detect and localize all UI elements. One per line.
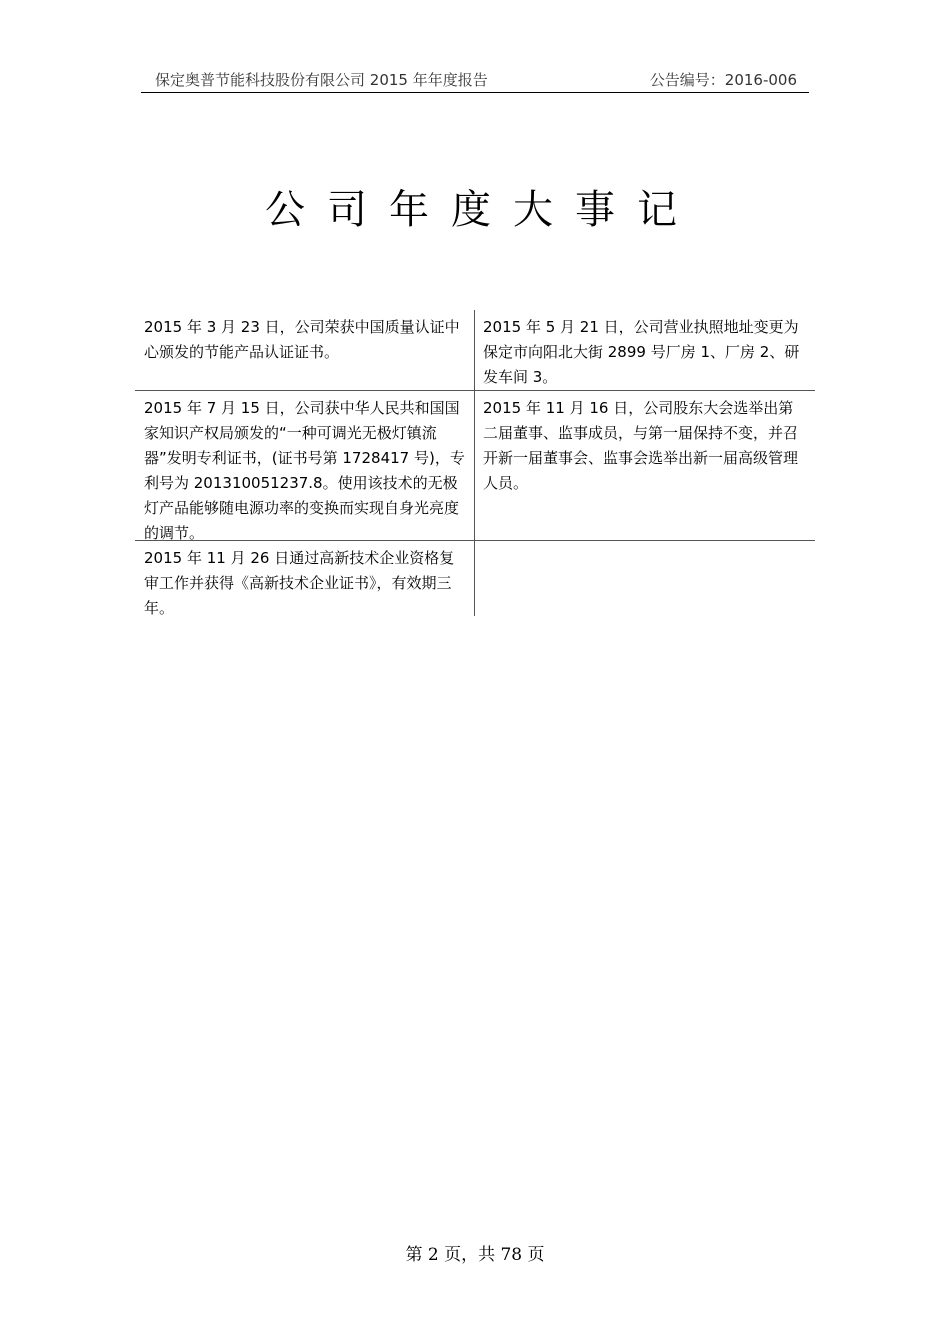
events-table bbox=[135, 310, 815, 616]
report-title: 保定奥普节能科技股份有限公司 2015 年年度报告 bbox=[155, 71, 488, 89]
page-header bbox=[141, 66, 809, 93]
event-cell: 2015 年 11 月 16 日，公司股东大会选举出第二届董事、监事成员，与第一届保持不变，并召开新一届董事会、监事会选举出新一届高级管理人员。 bbox=[483, 399, 799, 492]
page-number: 第 2 页，共 78 页 bbox=[405, 1245, 545, 1265]
event-cell: 2015 年 3 月 23 日，公司荣获中国质量认证中心颁发的节能产品认证证书。 bbox=[135, 310, 475, 390]
page-title: 公司年度大事记 bbox=[265, 187, 699, 233]
event-cell: 2015 年 7 月 15 日，公司获中华人民共和国国家知识产权局颁发的“一种可调光无极灯镇流器”发明专利证书，(证书号第 1728417 号)，专利号为 201310051237.8。使用该技术的无极灯产品能够随电源功率的变换而实现自身光亮度的调节。 bbox=[135, 391, 475, 540]
announcement-number: 公告编号：2016-006 bbox=[649, 71, 797, 89]
event-cell: 2015 年 11 月 26 日通过高新技术企业资格复审工作并获得《高新技术企业证书》，有效期三年。 bbox=[135, 541, 475, 616]
events-row bbox=[135, 541, 815, 616]
events-row bbox=[135, 391, 815, 541]
events-row bbox=[135, 310, 815, 391]
event-cell-empty bbox=[475, 541, 815, 616]
event-cell: 2015 年 5 月 21 日，公司营业执照地址变更为保定市向阳北大街 2899 号厂房 1、厂房 2、研发车间 3。 bbox=[483, 318, 800, 386]
